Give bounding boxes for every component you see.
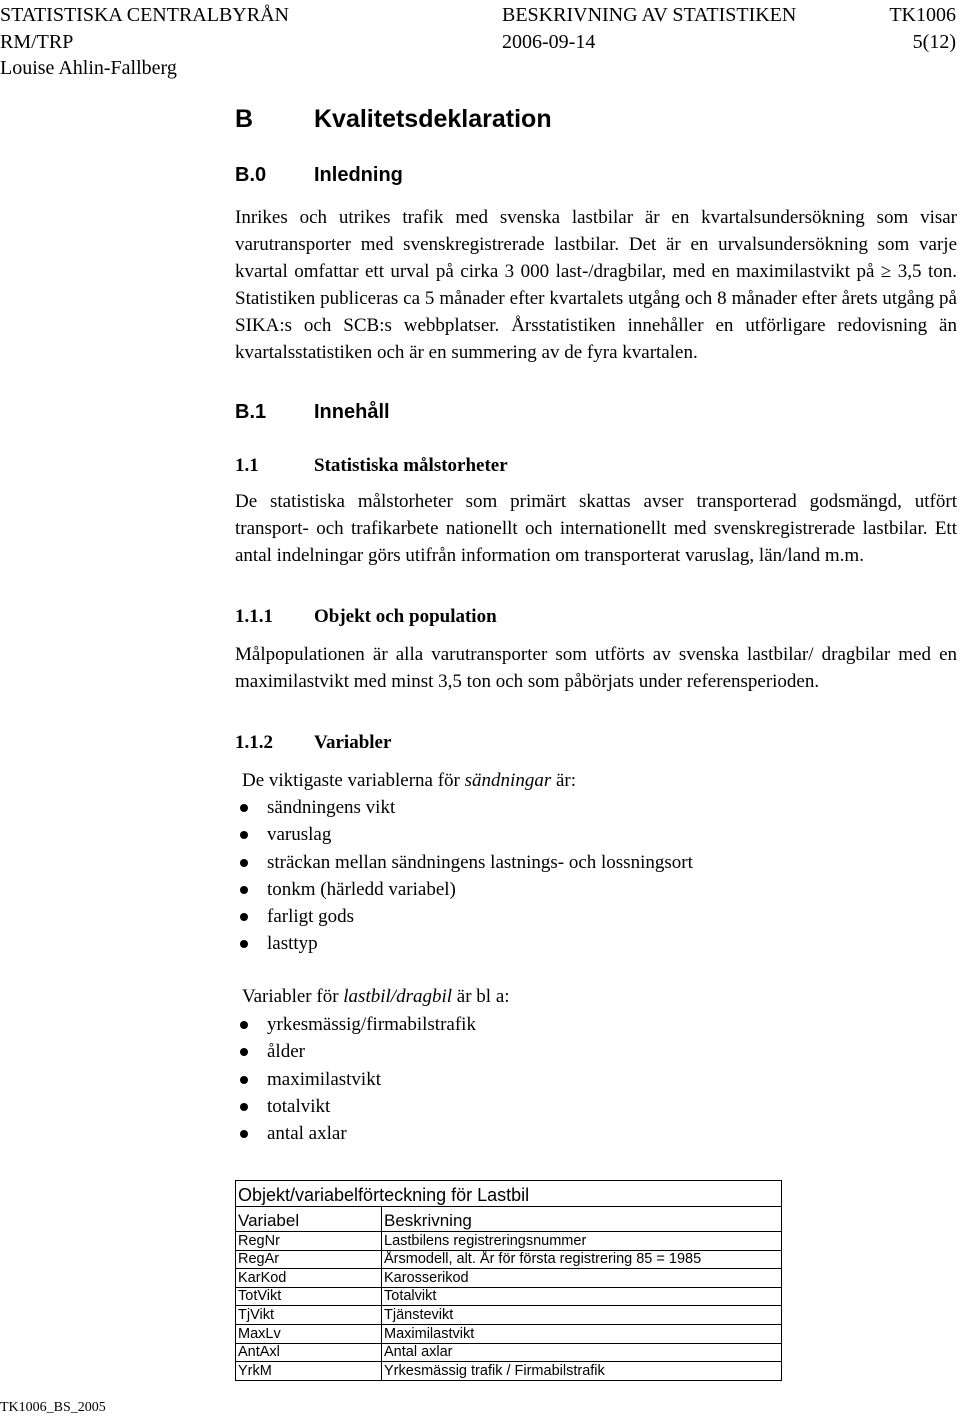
intro1-pre: De viktigaste variablerna för	[242, 770, 465, 791]
table-cell-beskrivning: Totalvikt	[382, 1287, 782, 1306]
header-page-number: 5(12)	[912, 31, 956, 53]
section-b1-number: B.1	[235, 401, 267, 423]
list-item-text: totalvikt	[267, 1095, 331, 1117]
list-item-text: antal axlar	[267, 1123, 347, 1145]
table-row	[236, 1232, 782, 1251]
list-item-text: sändningens vikt	[267, 797, 396, 818]
section-1-1-number: 1.1	[235, 455, 259, 476]
list-item	[240, 794, 693, 821]
section-b0-paragraph: Inrikes och utrikes trafik med svenska lastbilar är en kvartalsundersökning som visar varutransporter med svenskregistrerade lastbilar. Det är en urvalsundersökning som varje kvartal omfattar ett urval på cirka 3 000 last-/dragbilar, med en maximilastvikt på ≥ 3,5 ton. Statistiken publiceras ca 5 månader efter kvartalets utgång och 8 månader efter årets utgång på SIKA:s och SCB:s webbplatser. Årsstatistiken innehåller en utförligare redovisning än kvartalsstatistiken och är en summering av de fyra kvartalen.	[235, 207, 957, 363]
bullet-icon	[240, 886, 248, 894]
table-row	[236, 1306, 782, 1325]
bullet-icon	[240, 831, 248, 839]
table-cell-variabel: TjVikt	[236, 1306, 382, 1325]
column-header-beskrivning: Beskrivning	[382, 1207, 782, 1232]
variables-intro-sandningar	[242, 770, 576, 792]
intro2-em: lastbil/dragbil	[343, 986, 453, 1007]
list-item-text: sträckan mellan sändningens lastnings- och lossningsort	[267, 851, 693, 873]
list-item-text: ålder	[267, 1041, 305, 1063]
list-item-text: lasttyp	[267, 933, 318, 955]
section-b0-title: Inledning	[314, 164, 403, 186]
table-row	[236, 1324, 782, 1343]
section-1-1-title: Statistiska målstorheter	[314, 455, 508, 476]
intro2-pre: Variabler för	[242, 986, 344, 1007]
list-item-text: varuslag	[267, 824, 332, 846]
section-b-number: B	[235, 105, 254, 133]
list-item	[240, 930, 693, 957]
bullet-icon	[240, 940, 248, 948]
section-1-1-1-paragraph: Målpopulationen är alla varutransporter som utförts av svenska lastbilar/ dragbilar med en maximilastvikt med minst 3,5 ton och som påbörjats under referensperioden.	[235, 644, 957, 692]
bullet-icon	[240, 1048, 248, 1056]
table-cell-beskrivning: Yrkesmässig trafik / Firmabilstrafik	[382, 1362, 782, 1381]
header-unit: RM/TRP	[0, 31, 74, 53]
variables-list-lastbil	[240, 1011, 476, 1147]
variables-intro-lastbil	[242, 986, 510, 1008]
list-item-text: maximilastvikt	[267, 1068, 381, 1090]
table-header-row	[236, 1207, 782, 1232]
list-item	[240, 1066, 476, 1093]
table-row	[236, 1343, 782, 1362]
list-item-text: tonkm (härledd variabel)	[267, 878, 456, 900]
section-b0-number: B.0	[235, 164, 267, 186]
section-1-1-2-number: 1.1.2	[235, 732, 273, 753]
table-row	[236, 1269, 782, 1288]
table-cell-variabel: AntAxl	[236, 1343, 382, 1362]
section-1-1-1-body	[235, 641, 957, 695]
header-doc-type: BESKRIVNING AV STATISTIKEN	[502, 4, 797, 26]
table-caption: Objekt/variabelförteckning för Lastbil	[236, 1181, 782, 1207]
list-item-text: farligt gods	[267, 906, 355, 928]
list-item	[240, 1038, 476, 1065]
list-item	[240, 1093, 476, 1120]
header-org: STATISTISKA CENTRALBYRÅN	[0, 4, 289, 26]
variable-table	[235, 1180, 782, 1381]
bullet-icon	[240, 1103, 248, 1111]
table-cell-beskrivning: Antal axlar	[382, 1343, 782, 1362]
bullet-icon	[240, 913, 248, 921]
intro1-em: sändningar	[464, 770, 552, 791]
table-cell-beskrivning: Maximilastvikt	[382, 1324, 782, 1343]
table-cell-variabel: MaxLv	[236, 1324, 382, 1343]
list-item	[240, 821, 693, 848]
table-cell-beskrivning: Tjänstevikt	[382, 1306, 782, 1325]
table-cell-variabel: KarKod	[236, 1269, 382, 1288]
section-b-title: Kvalitetsdeklaration	[314, 105, 552, 133]
bullet-icon	[240, 1130, 248, 1138]
table-row	[236, 1362, 782, 1381]
list-item	[240, 1011, 476, 1038]
column-header-variabel: Variabel	[236, 1207, 382, 1232]
header-author: Louise Ahlin-Fallberg	[0, 57, 177, 79]
section-1-1-1-title: Objekt och population	[314, 606, 497, 627]
section-1-1-paragraph: De statistiska målstorheter som primärt skattas avser transporterad godsmängd, utfört transport- och trafikarbete nationellt och internationellt med svenskregistrerade lastbilar. Ett antal indelningar görs utifrån information om transporterat varuslag, län/land m.m.	[235, 491, 957, 566]
list-item	[240, 876, 693, 903]
table-cell-beskrivning: Lastbilens registreringsnummer	[382, 1232, 782, 1251]
intro2-post: är bl a:	[452, 986, 510, 1007]
bullet-icon	[240, 1021, 248, 1029]
list-item	[240, 1120, 476, 1147]
section-b0-body	[235, 204, 957, 366]
table-cell-variabel: RegNr	[236, 1232, 382, 1251]
table-cell-beskrivning: Karosserikod	[382, 1269, 782, 1288]
section-b1-title: Innehåll	[314, 401, 390, 423]
header-doc-code: TK1006	[889, 4, 956, 26]
intro1-post: är:	[551, 770, 577, 791]
table-cell-beskrivning: Årsmodell, alt. År för första registrering 85 = 1985	[382, 1250, 782, 1269]
table-caption-row	[236, 1181, 782, 1207]
list-item	[240, 903, 693, 930]
table-cell-variabel: TotVikt	[236, 1287, 382, 1306]
list-item-text: yrkesmässig/firmabilstrafik	[267, 1014, 476, 1035]
bullet-icon	[240, 1076, 248, 1084]
table-row	[236, 1250, 782, 1269]
section-1-1-body	[235, 488, 957, 569]
section-1-1-2-title: Variabler	[314, 732, 392, 753]
section-1-1-1-number: 1.1.1	[235, 606, 273, 627]
table-cell-variabel: YrkM	[236, 1362, 382, 1381]
table-row	[236, 1287, 782, 1306]
variables-list-sandningar	[240, 794, 693, 958]
list-item	[240, 849, 693, 876]
bullet-icon	[240, 804, 248, 812]
table-cell-variabel: RegAr	[236, 1250, 382, 1269]
bullet-icon	[240, 859, 248, 867]
footer-code: TK1006_BS_2005	[0, 1400, 106, 1415]
header-date: 2006-09-14	[502, 31, 596, 53]
